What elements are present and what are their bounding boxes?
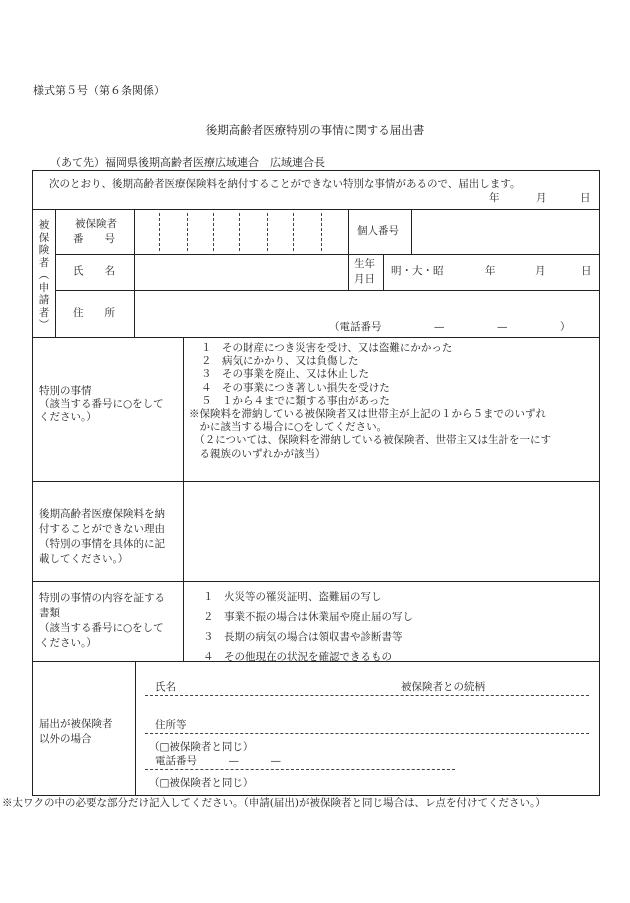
phone-line: （電話番号 — — ） xyxy=(329,321,571,333)
era-options: 明・大・昭 xyxy=(391,265,444,277)
list-item: ２ 病気にかかり、又は負傷した xyxy=(201,355,359,368)
other-address-label: 住所等 xyxy=(155,719,187,731)
list-item: １ 火災等の罹災証明、盗難届の写し xyxy=(203,591,382,603)
list-item: ５ １から４までに類する事由があった xyxy=(201,394,390,407)
reason-label: 後期高齢者医療保険料を納 付することができない理由 （特別の事情を具体的に記 載してください。） xyxy=(39,508,165,565)
date-month-label: 月 xyxy=(536,192,547,204)
list-item: る親族のいずれかが該当） xyxy=(189,447,326,460)
insured-number-label: 被保険者 xyxy=(75,218,117,230)
list-item: ※保険料を滞納している被保険者又は世帯主が上記の１から５までのいずれ xyxy=(189,408,546,421)
intro-statement: 次のとおり、後期高齢者医療保険料を納付することができない特別な事情があるので、届出します。 xyxy=(49,178,521,190)
other-name-label: 氏名 xyxy=(155,681,176,693)
list-item: ２ 事業不振の場合は休業届や廃止届の写し xyxy=(203,611,413,623)
insured-number-label-2: 番 号 xyxy=(73,233,115,245)
documents-label: 特別の事情の内容を証する 書類 （該当する番号に○をして ください。） xyxy=(39,592,165,649)
same-as-insured-checkbox[interactable]: （□被保険者と同じ） xyxy=(149,741,254,753)
list-item: かに該当する場合に○をしてください。 xyxy=(189,421,388,434)
birth-day-label: 日 xyxy=(581,265,592,277)
list-item: ３ その事業を廃止、又は休止した xyxy=(201,368,369,381)
list-item: ４ その事業につき著しい損失を受けた xyxy=(201,381,390,394)
addressee: （あて先）福岡県後期高齢者医療広域連合 広域連合長 xyxy=(50,156,325,169)
other-filer-label: 届出が被保険者 以外の場合 xyxy=(39,718,113,745)
form-title: 後期高齢者医療特別の事情に関する届出書 xyxy=(205,123,425,137)
address-label: 住 所 xyxy=(73,307,115,319)
name-label: 氏 名 xyxy=(73,265,115,277)
insured-side-label: 被 保 険 者 ︵ 申 請 者 ︶ xyxy=(38,219,50,331)
form-number: 様式第５号（第６条関係） xyxy=(33,84,165,97)
same-as-insured-checkbox-2[interactable]: （□被保険者と同じ） xyxy=(149,777,254,789)
form-frame xyxy=(32,170,600,796)
personal-number-label: 個人番号 xyxy=(357,225,399,237)
date-day-label: 日 xyxy=(580,192,591,204)
birth-year-label: 年 xyxy=(485,265,496,277)
other-phone-label: 電話番号 — — xyxy=(155,755,281,767)
birth-label-2: 月日 xyxy=(354,273,375,285)
relation-label: 被保険者との続柄 xyxy=(401,681,485,693)
date-year-label: 年 xyxy=(489,192,500,204)
circumstances-label: 特別の事情 （該当する番号に○をして ください。） xyxy=(39,385,164,424)
list-item: （２については、保険料を滞納している被保険者、世帯主又は生計を一にす xyxy=(189,434,552,447)
documents-list xyxy=(203,587,413,667)
footnote: ※太ワクの中の必要な部分だけ記入してください。（申請(届出)が被保険者と同じ場合は、レ点を付けてください。） xyxy=(2,797,546,809)
circumstances-list xyxy=(189,342,551,461)
list-item: ４ その他現在の状況を確認できるもの xyxy=(203,651,392,663)
birth-month-label: 月 xyxy=(535,265,546,277)
list-item: ３ 長期の病気の場合は領収書や診断書等 xyxy=(203,631,403,643)
birth-label: 生年 xyxy=(354,258,375,270)
list-item: １ その財産につき災害を受け、又は盗難にかかった xyxy=(201,342,453,354)
